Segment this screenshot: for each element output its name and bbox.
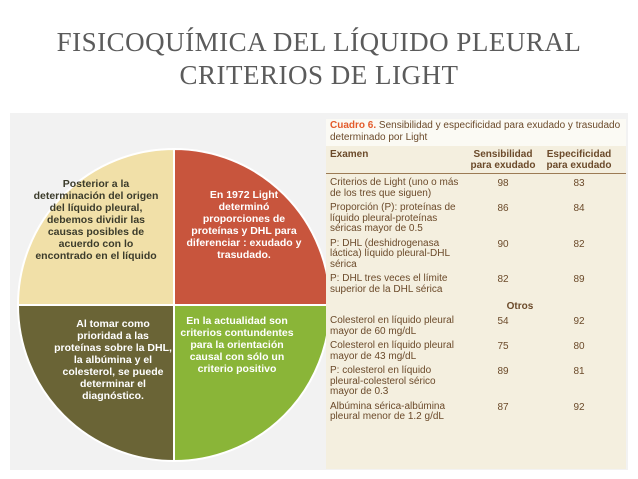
row-exam: P: DHL tres veces el límite superior de la DHL sérica bbox=[330, 273, 448, 295]
content-panel bbox=[10, 113, 628, 470]
row-specificity: 83 bbox=[573, 178, 585, 189]
table-row bbox=[326, 402, 626, 423]
row-sensitivity: 87 bbox=[497, 401, 509, 413]
row-specificity: 89 bbox=[573, 274, 585, 285]
table-row bbox=[326, 316, 626, 337]
slide-title bbox=[0, 26, 638, 92]
pie-diagram bbox=[10, 113, 328, 470]
row-sensitivity: 54 bbox=[497, 316, 509, 327]
others-subheading: Otros bbox=[506, 301, 534, 312]
row-specificity: 80 bbox=[573, 341, 585, 352]
table-caption-text: Sensibilidad y especificidad para exudado y trasudado determinado por Light bbox=[330, 120, 621, 143]
table-row bbox=[326, 239, 626, 271]
row-exam: Proporción (P): proteínas de líquido pleural-proteínas séricas mayor de 0.5 bbox=[330, 202, 456, 234]
row-exam: P: colesterol en líquido pleural-colesterol sérico mayor de 0.3 bbox=[330, 365, 436, 397]
row-specificity: 81 bbox=[573, 366, 585, 377]
table-row bbox=[326, 178, 626, 199]
title-line-1: FISICOQUÍMICA DEL LÍQUIDO PLEURAL bbox=[56, 27, 582, 57]
row-exam: Colesterol en líquido pleural mayor de 43 mg/dL bbox=[330, 340, 454, 362]
table-row bbox=[326, 366, 626, 398]
segment-top-right-text: En 1972 Light determinó proporciones de proteínas y DHL para diferenciar : exudado y trasudado. bbox=[186, 189, 302, 261]
row-specificity: 92 bbox=[573, 316, 585, 327]
row-specificity: 92 bbox=[573, 401, 585, 413]
row-exam: Criterios de Light (uno o más de los tres que siguen) bbox=[330, 177, 459, 199]
header-exam: Examen bbox=[330, 149, 369, 160]
row-sensitivity: 90 bbox=[497, 238, 509, 250]
header-specificity: Especificidad para exudado bbox=[546, 149, 612, 171]
row-sensitivity: 89 bbox=[497, 366, 509, 377]
segment-bottom-left-text: Al tomar como prioridad a las proteínas sobre la DHL, la albúmina y el colesterol, se puede determinar el diagnóstico. bbox=[54, 318, 172, 402]
table-label: Cuadro 6. bbox=[330, 120, 377, 131]
row-sensitivity: 86 bbox=[497, 203, 509, 214]
table-caption bbox=[326, 119, 626, 146]
table-row bbox=[326, 274, 626, 295]
title-line-2: CRITERIOS DE LIGHT bbox=[179, 60, 459, 90]
row-exam: Albúmina sérica-albúmina pleural menor de 1.2 g/dL bbox=[330, 400, 446, 422]
table-header-row bbox=[326, 146, 626, 174]
row-specificity: 82 bbox=[573, 238, 585, 250]
segment-bottom-right-text: En la actualidad son criterios contundentes para la orientación causal con sólo un criterio positivo bbox=[180, 315, 294, 375]
row-exam: Colesterol en líquido pleural mayor de 60 mg/dL bbox=[330, 315, 454, 337]
table-row bbox=[326, 341, 626, 362]
row-sensitivity: 98 bbox=[497, 178, 509, 189]
header-sensitivity: Sensibilidad para exudado bbox=[470, 149, 536, 171]
table-row bbox=[326, 203, 626, 235]
light-criteria-table bbox=[326, 119, 626, 469]
row-sensitivity: 82 bbox=[497, 274, 509, 285]
row-exam: P: DHL (deshidrogenasa láctica) líquido pleural-DHL sérica bbox=[330, 237, 450, 270]
row-sensitivity: 75 bbox=[497, 341, 509, 352]
row-specificity: 84 bbox=[573, 203, 585, 214]
segment-top-left-text: Posterior a la determinación del origen del líquido pleural, debemos dividir las causas posibles de acuerdo con lo encontrado en el líquido bbox=[33, 178, 159, 262]
